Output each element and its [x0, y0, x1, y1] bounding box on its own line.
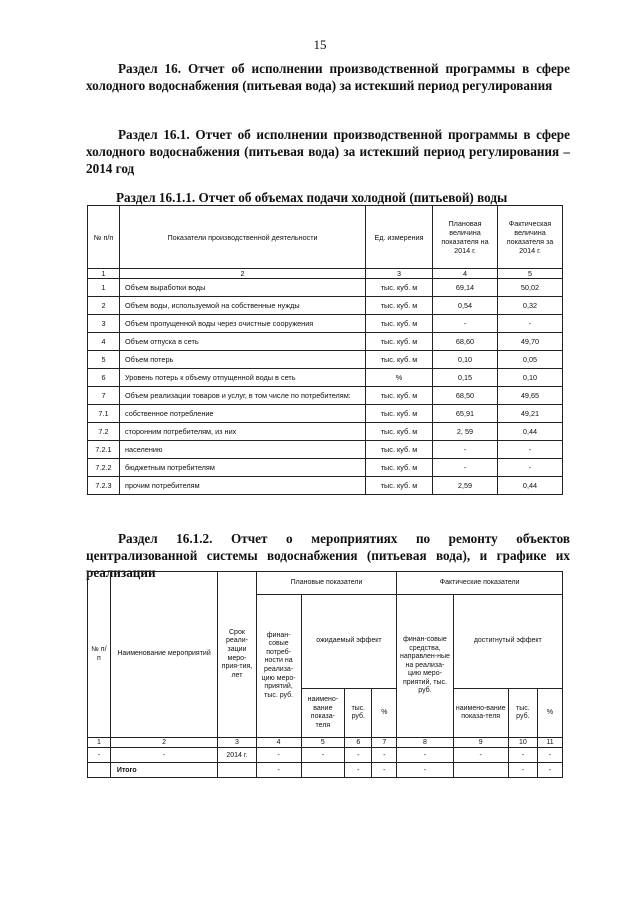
cell-no: 6 [88, 369, 120, 387]
cell-no: 2 [88, 297, 120, 315]
section-16-1-heading: Раздел 16.1. Отчет об исполнении производственной программы в сфере холодного водоснабжения (питьевая вода) за истекший период регулирования – 2014 год [86, 127, 570, 176]
col-header-percent: % [372, 689, 397, 738]
cell-financing-sources: - [397, 748, 453, 763]
table-row [88, 477, 563, 495]
col-header-indicator-name: наимено-вание показа-теля [453, 689, 508, 738]
col-number: 2 [110, 738, 217, 748]
col-header-achieved-effect: достигнутый эффект [453, 595, 562, 689]
col-header-unit: Ед. измерения [366, 206, 433, 269]
cell-actual: 0,05 [498, 351, 563, 369]
cell-name: - [110, 748, 217, 763]
table-row [88, 315, 563, 333]
cell-indicator: Объем пропущенной воды через очистные сооружения [120, 315, 366, 333]
col-header-financing-sources: финан-совые средства, направлен-ные на реализа-цию меро-приятий, тыс. руб. [397, 595, 453, 738]
page-number: 15 [313, 37, 327, 52]
table-header-row [88, 206, 563, 269]
cell-unit: тыс. куб. м [366, 477, 433, 495]
col-number: 2 [120, 269, 366, 279]
col-number: 9 [453, 738, 508, 748]
total-row [88, 763, 563, 778]
cell-indicator: Объем выработки воды [120, 279, 366, 297]
col-number: 1 [88, 269, 120, 279]
cell-indicator: Уровень потерь к объему отпущенной воды в сеть [120, 369, 366, 387]
cell-unit: тыс. куб. м [366, 333, 433, 351]
cell-unit: тыс. куб. м [366, 423, 433, 441]
col-number: 3 [218, 738, 257, 748]
cell-no: 7.2.3 [88, 477, 120, 495]
col-header-planned: Плановая величина показателя на 2014 г. [433, 206, 498, 269]
cell-no: - [88, 748, 111, 763]
table-row [88, 748, 563, 763]
cell-no: 5 [88, 351, 120, 369]
cell-no: 7.2.2 [88, 459, 120, 477]
cell-actual: 0,10 [498, 369, 563, 387]
cell-financing-need: - [256, 748, 301, 763]
total-financing-need: - [256, 763, 301, 778]
col-header-no: № п/п [88, 572, 111, 738]
cell-indicator: Объем воды, используемой на собственные нужды [120, 297, 366, 315]
cell-planned: 2, 59 [433, 423, 498, 441]
cell-actual: 0,44 [498, 477, 563, 495]
table-row [88, 333, 563, 351]
table-row [88, 297, 563, 315]
col-header-actual-group: Фактические показатели [397, 572, 563, 595]
cell-actual: 49,65 [498, 387, 563, 405]
total-achieved-percent: - [537, 763, 562, 778]
section-16-heading: Раздел 16. Отчет об исполнении производственной программы в сфере холодного водоснабжения (питьевая вода) за истекший период регулирования [86, 61, 570, 93]
cell-indicator: населению [120, 441, 366, 459]
col-number: 8 [397, 738, 453, 748]
cell-planned: - [433, 315, 498, 333]
table-header-row [88, 572, 563, 595]
cell-planned: 68,60 [433, 333, 498, 351]
cell-no: 7.2 [88, 423, 120, 441]
col-header-no: № п/п [88, 206, 120, 269]
col-header-indicator-name: наимено-вание показа-теля [301, 689, 345, 738]
cell-actual: 50,02 [498, 279, 563, 297]
cell-unit: тыс. куб. м [366, 351, 433, 369]
table-body [88, 279, 563, 495]
cell-no: 3 [88, 315, 120, 333]
cell-achieved-indicator: - [453, 748, 508, 763]
col-number: 5 [301, 738, 345, 748]
cell-no: 4 [88, 333, 120, 351]
table-row [88, 369, 563, 387]
col-header-indicator: Показатели производственной деятельности [120, 206, 366, 269]
col-header-name: Наименование мероприятий [110, 572, 217, 738]
col-header-thousand-rub: тыс. руб. [345, 689, 372, 738]
col-number: 6 [345, 738, 372, 748]
cell-planned: - [433, 441, 498, 459]
col-header-planned-group: Плановые показатели [256, 572, 397, 595]
col-header-actual: Фактическая величина показателя за 2014 г. [498, 206, 563, 269]
table-row [88, 441, 563, 459]
table-row [88, 351, 563, 369]
col-number: 10 [508, 738, 537, 748]
cell-planned: 2,59 [433, 477, 498, 495]
cell-no: 1 [88, 279, 120, 297]
total-label: Итого [110, 763, 217, 778]
table-row [88, 279, 563, 297]
cell-planned: 0,15 [433, 369, 498, 387]
col-number: 4 [433, 269, 498, 279]
col-number: 3 [366, 269, 433, 279]
col-number: 4 [256, 738, 301, 748]
col-number: 11 [537, 738, 562, 748]
table-row [88, 387, 563, 405]
col-number: 5 [498, 269, 563, 279]
table-row [88, 405, 563, 423]
cell-indicator: сторонним потребителям, из них [120, 423, 366, 441]
cell-indicator: собственное потребление [120, 405, 366, 423]
cell-planned: 0,54 [433, 297, 498, 315]
cell-planned: - [433, 459, 498, 477]
cell-unit: % [366, 369, 433, 387]
cell-no: 7.1 [88, 405, 120, 423]
repair-measures-table [87, 571, 563, 778]
cell-unit: тыс. куб. м [366, 387, 433, 405]
cell-indicator: прочим потребителям [120, 477, 366, 495]
col-number: 7 [372, 738, 397, 748]
cell-term: 2014 г. [218, 748, 257, 763]
cell-actual: - [498, 459, 563, 477]
cell-achieved-rub: - [508, 748, 537, 763]
cell-indicator: Объем потерь [120, 351, 366, 369]
cell-planned: 0,10 [433, 351, 498, 369]
total-achieved-rub: - [508, 763, 537, 778]
column-number-row [88, 738, 563, 748]
cell-actual: 49,70 [498, 333, 563, 351]
cell-indicator: Объем реализации товаров и услуг, в том числе по потребителям: [120, 387, 366, 405]
section-16-1-2-heading: Раздел 16.1.2. Отчет о мероприятиях по ремонту объектов централизованной системы водоснабжения (питьевая вода), и графике их реализации [86, 531, 570, 580]
cell-unit: тыс. куб. м [366, 441, 433, 459]
cell-expected-rub: - [345, 748, 372, 763]
cell-unit: тыс. куб. м [366, 459, 433, 477]
cell-actual: - [498, 441, 563, 459]
column-number-row [88, 269, 563, 279]
cell-indicator: бюджетным потребителям [120, 459, 366, 477]
cell-unit: тыс. куб. м [366, 405, 433, 423]
total-financing-sources: - [397, 763, 453, 778]
cell-unit: тыс. куб. м [366, 315, 433, 333]
cell-achieved-percent: - [537, 748, 562, 763]
col-number: 1 [88, 738, 111, 748]
cell-planned: 65,91 [433, 405, 498, 423]
cell-planned: 68,50 [433, 387, 498, 405]
water-supply-volumes-table [87, 205, 563, 495]
cell-actual: - [498, 315, 563, 333]
cell-unit: тыс. куб. м [366, 297, 433, 315]
table-row [88, 423, 563, 441]
cell-unit: тыс. куб. м [366, 279, 433, 297]
cell-actual: 0,44 [498, 423, 563, 441]
col-header-financing-need: финан-совые потреб-ности на реализа-цию меро-приятий, тыс. руб. [256, 595, 301, 738]
cell-expected-indicator: - [301, 748, 345, 763]
section-16-1-1-heading: Раздел 16.1.1. Отчет об объемах подачи холодной (питьевой) воды [116, 190, 508, 205]
cell-planned: 69,14 [433, 279, 498, 297]
col-header-term: Срок реали-зации меро-прия-тия, лет [218, 572, 257, 738]
col-header-expected-effect: ожидаемый эффект [301, 595, 397, 689]
cell-no: 7.2.1 [88, 441, 120, 459]
total-expected-percent: - [372, 763, 397, 778]
cell-indicator: Объем отпуска в сеть [120, 333, 366, 351]
col-header-thousand-rub: тыс. руб. [508, 689, 537, 738]
total-expected-rub: - [345, 763, 372, 778]
table-row [88, 459, 563, 477]
cell-actual: 49,21 [498, 405, 563, 423]
col-header-percent: % [537, 689, 562, 738]
cell-actual: 0,32 [498, 297, 563, 315]
cell-no: 7 [88, 387, 120, 405]
cell-expected-percent: - [372, 748, 397, 763]
